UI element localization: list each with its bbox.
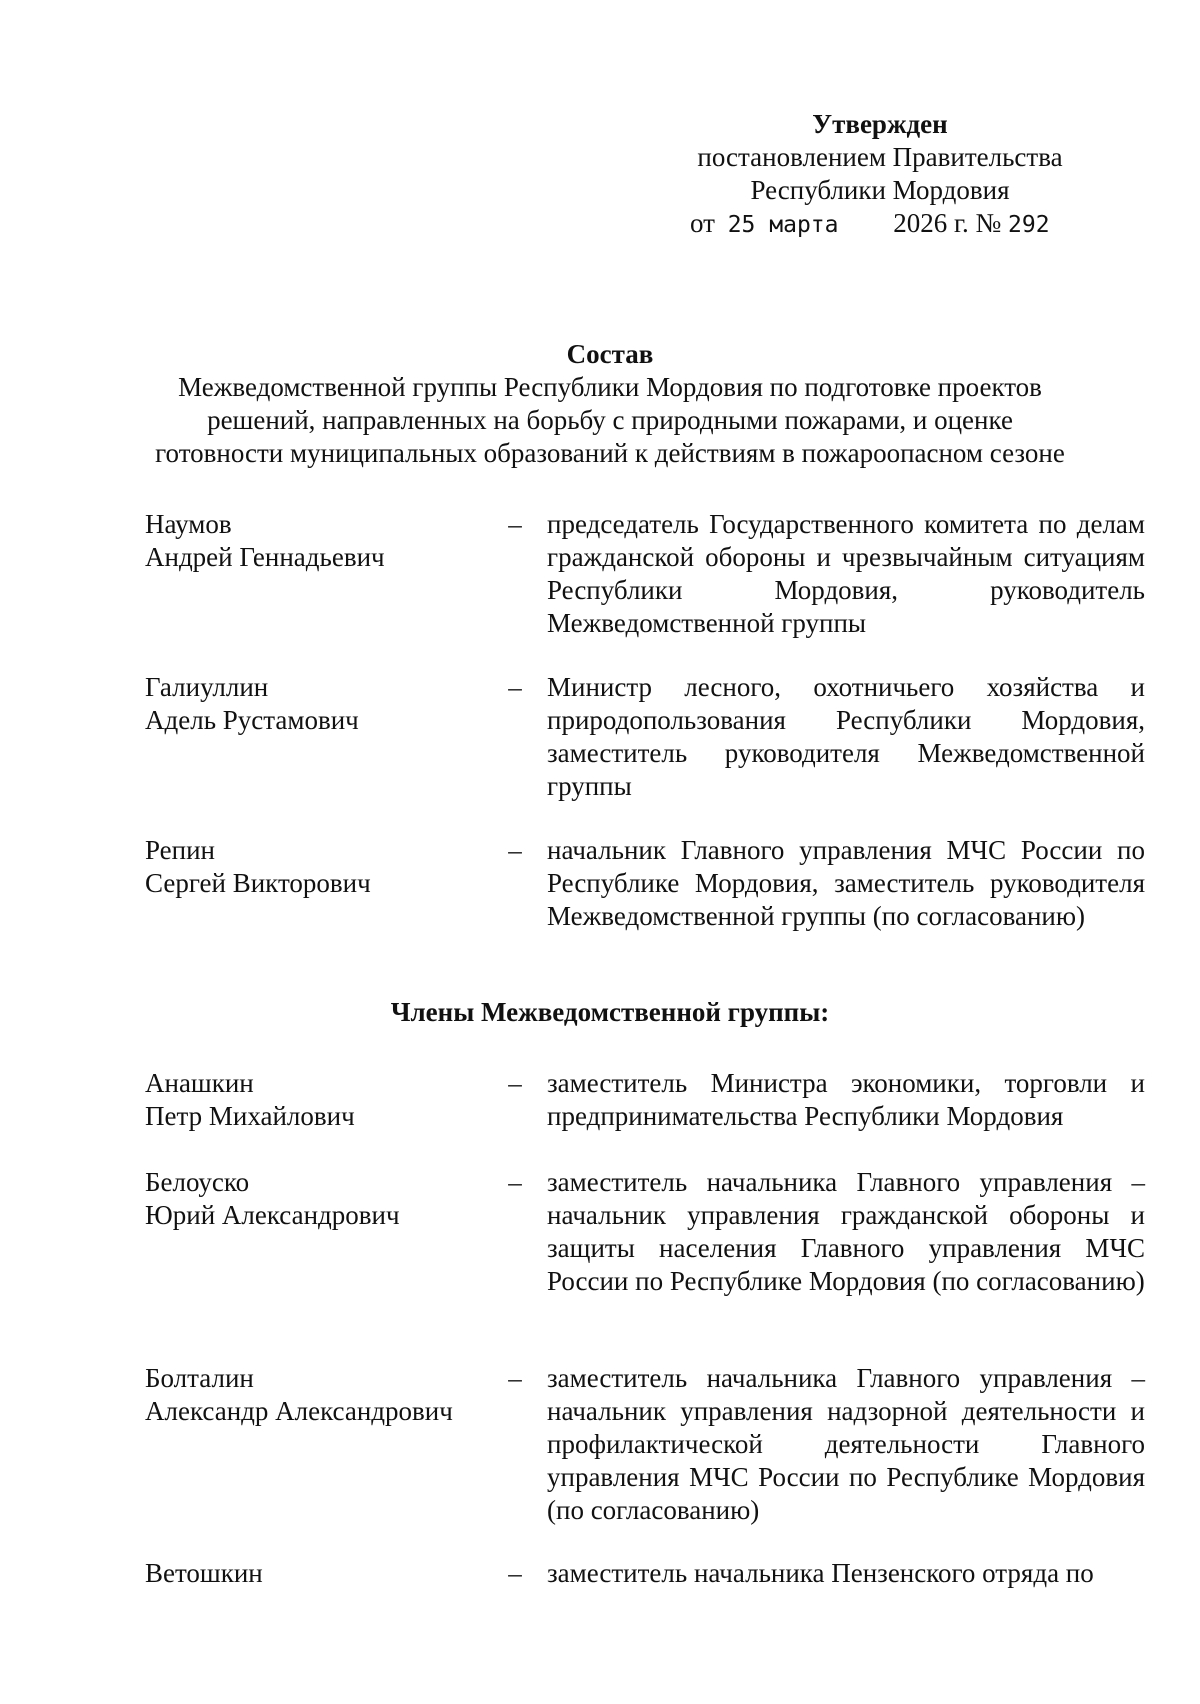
member-role: заместитель Министра экономики, торговли и предпринимательства Республики Мордовия bbox=[547, 1068, 1145, 1131]
member-name bbox=[145, 1166, 485, 1232]
member-surname: Ветошкин bbox=[145, 1558, 263, 1588]
member-surname: Галиуллин bbox=[145, 672, 269, 702]
member-surname: Анашкин bbox=[145, 1068, 254, 1098]
member-name bbox=[145, 1362, 485, 1428]
separator-dash: – bbox=[508, 509, 522, 539]
member-surname: Белоуско bbox=[145, 1167, 250, 1197]
member-given-names: Юрий Александрович bbox=[145, 1200, 400, 1230]
separator-dash: – bbox=[508, 672, 522, 702]
member-role: председатель Государственного комитета по делам гражданской обороны и чрезвычайным ситуациям Республики Мордовия, руководитель Межведомственной группы bbox=[547, 509, 1145, 638]
member-role: Министр лесного, охотничьего хозяйства и природопользования Республики Мордовия, заместитель руководителя Межведомственной группы bbox=[547, 672, 1145, 801]
member-given-names: Адель Рустамович bbox=[145, 705, 359, 735]
title-heading: Состав bbox=[566, 339, 654, 369]
title-subtitle: Межведомственной группы Республики Мордовия по подготовке проектов решений, направленных на борьбу с природными пожарами, и оценке готовности муниципальных образований к действиям в пожароопасном сезоне bbox=[155, 372, 1065, 468]
approval-stamp bbox=[660, 108, 1100, 242]
member-surname: Болталин bbox=[145, 1363, 254, 1393]
separator-dash: – bbox=[508, 1558, 522, 1588]
member-role: начальник Главного управления МЧС России по Республике Мордовия, заместитель руководителя Межведомственной группы (по согласованию) bbox=[547, 835, 1145, 931]
member-name bbox=[145, 1557, 485, 1590]
member-given-names: Сергей Викторович bbox=[145, 868, 371, 898]
member-name bbox=[145, 508, 485, 574]
approval-line-2: Республики Мордовия bbox=[750, 175, 1010, 205]
date-day-month: 25 марта bbox=[727, 212, 839, 238]
separator-dash: – bbox=[508, 835, 522, 865]
member-surname: Наумов bbox=[145, 509, 232, 539]
approval-line-1: постановлением Правительства bbox=[697, 142, 1063, 172]
decree-number: 292 bbox=[1008, 212, 1050, 238]
member-role: заместитель начальника Главного управления – начальник управления гражданской обороны и защиты населения Главного управления МЧС России по Республике Мордовия (по согласованию) bbox=[547, 1167, 1145, 1296]
member-given-names: Александр Александрович bbox=[145, 1396, 453, 1426]
member-given-names: Андрей Геннадьевич bbox=[145, 542, 385, 572]
date-year: 2026 г. № bbox=[893, 208, 1002, 238]
approved-label: Утвержден bbox=[812, 109, 948, 139]
members-heading: Члены Межведомственной группы: bbox=[390, 997, 830, 1027]
member-name bbox=[145, 834, 485, 900]
separator-dash: – bbox=[508, 1068, 522, 1098]
member-surname: Репин bbox=[145, 835, 215, 865]
member-given-names: Петр Михайлович bbox=[145, 1101, 355, 1131]
separator-dash: – bbox=[508, 1363, 522, 1393]
separator-dash: – bbox=[508, 1167, 522, 1197]
member-role: заместитель начальника Главного управления – начальник управления надзорной деятельности и профилактической деятельности Главного управления МЧС России по Республике Мордовия (по согласованию) bbox=[547, 1363, 1145, 1525]
member-role: заместитель начальника Пензенского отряда по bbox=[547, 1558, 1094, 1588]
approval-date-line bbox=[660, 207, 1100, 242]
document-title bbox=[120, 338, 1100, 470]
member-name bbox=[145, 671, 485, 737]
member-name bbox=[145, 1067, 485, 1133]
date-prefix: от bbox=[690, 208, 715, 238]
